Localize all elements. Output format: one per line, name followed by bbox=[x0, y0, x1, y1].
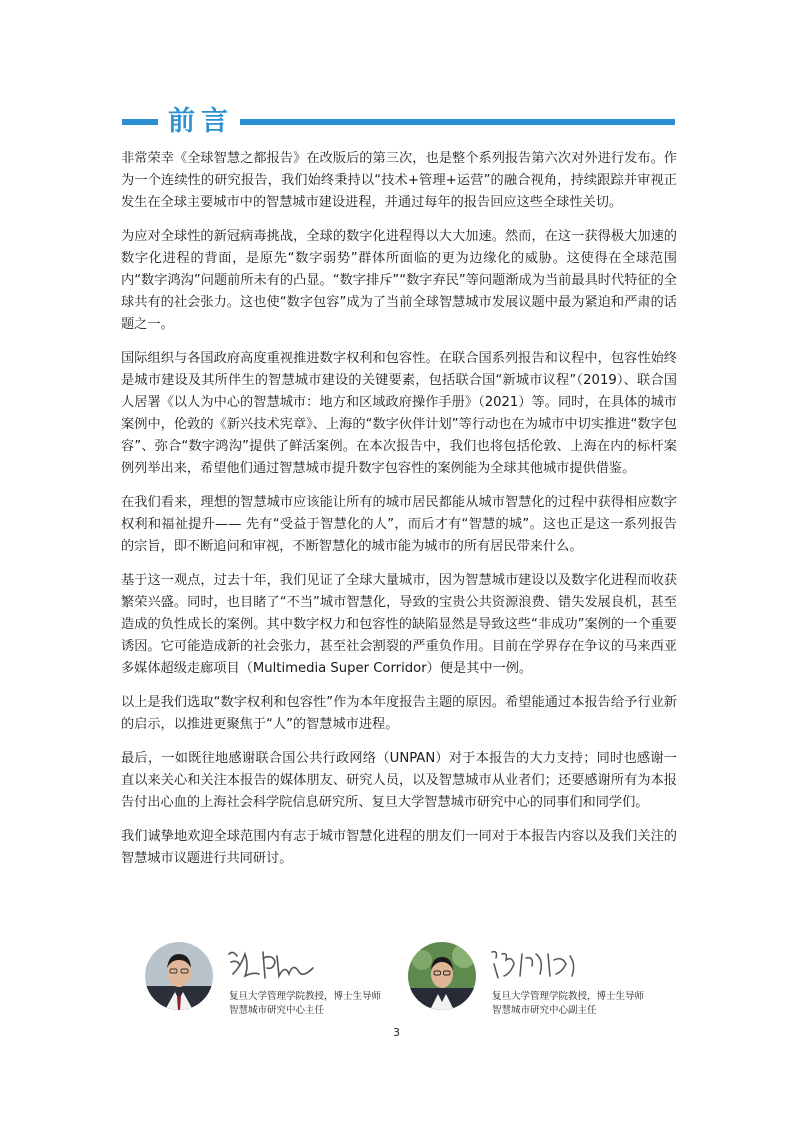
preface-body bbox=[121, 148, 677, 882]
signature-line: 智慧城市研究中心主任 bbox=[229, 1005, 325, 1016]
signature-title bbox=[492, 990, 644, 1018]
heading-rule-left bbox=[122, 119, 158, 125]
paragraph: 国际组织与各国政府高度重视推进数字权利和包容性。在联合国系列报告和议程中，包容性始终是城市建设及其所伴生的智慧城市建设的关键要素，包括联合国“新城市议程”（2019）、联合国人居署《以人为中心的智慧城市：地方和区域政府操作手册》（2021）等。同时，在具体的城市案例中，伦敦的《新兴技术宪章》、上海的“数字伙伴计划”等行动也在为城市中切实推进“数字包容”、弥合“数字鸿沟”提供了鲜活案例。在本次报告中，我们也将包括伦敦、上海在内的标杆案例列举出来，希望他们通过智慧城市提升数字包容性的案例能为全球其他城市提供借鉴。 bbox=[121, 351, 677, 476]
avatar bbox=[408, 942, 476, 1010]
handwritten-signature bbox=[223, 944, 333, 984]
paragraph: 非常荣幸《全球智慧之都报告》在改版后的第三次，也是整个系列报告第六次对外进行发布。作为一个连续性的研究报告，我们始终秉持以“技术+管理+运营”的融合视角，持续跟踪并审视正发生在全球主要城市中的智慧城市建设进程，并通过每年的报告回应这些全球性关切。 bbox=[121, 151, 677, 210]
paragraph: 在我们看来，理想的智慧城市应该能让所有的城市居民都能从城市智慧化的过程中获得相应数字权利和福祉提升—— 先有“受益于智慧化的人”，而后才有“智慧的城”。这也正是这一系列报告的宗旨，即不断追问和审视，不断智慧化的城市能为城市的所有居民带来什么。 bbox=[121, 495, 677, 554]
signature-line: 智慧城市研究中心副主任 bbox=[492, 1005, 597, 1016]
signature-block-deputy-director bbox=[408, 942, 668, 1022]
heading-rule-right bbox=[240, 119, 675, 125]
paragraph: 我们诚挚地欢迎全球范围内有志于城市智慧化进程的朋友们一同对于本报告内容以及我们关注的智慧城市议题进行共同研讨。 bbox=[121, 829, 677, 866]
avatar bbox=[145, 942, 213, 1010]
paragraph: 以上是我们选取“数字权利和包容性”作为本年度报告主题的原因。希望能通过本报告给予行业新的启示，以推进更聚焦于“人”的智慧城市进程。 bbox=[121, 695, 677, 732]
signature-title bbox=[229, 990, 381, 1018]
paragraph: 基于这一观点，过去十年，我们见证了全球大量城市，因为智慧城市建设以及数字化进程而收获繁荣兴盛。同时，也目睹了“不当”城市智慧化，导致的宝贵公共资源浪费、错失发展良机，甚至造成的负性成长的案例。其中数字权力和包容性的缺陷显然是导致这些“非成功”案例的一个重要诱因。它可能造成新的社会张力，甚至社会割裂的严重负作用。目前在学界存在争议的马来西亚多媒体超级走廊项目（Multimedia Super Corridor）便是其中一例。 bbox=[121, 573, 677, 676]
signature-line: 复旦大学管理学院教授，博士生导师 bbox=[492, 991, 645, 1002]
paragraph: 最后，一如既往地感谢联合国公共行政网络（UNPAN）对于本报告的大力支持；同时也感谢一直以来关心和关注本报告的媒体朋友、研究人员，以及智慧城市从业者们；还要感谢所有为本报告付出心血的上海社会科学院信息研究所、复旦大学智慧城市研究中心的同事们和同学们。 bbox=[121, 751, 677, 810]
signature-block-director bbox=[145, 942, 390, 1022]
section-heading bbox=[122, 102, 675, 142]
signature-line: 复旦大学管理学院教授，博士生导师 bbox=[229, 991, 382, 1002]
page-number: 3 bbox=[393, 1026, 400, 1039]
paragraph: 为应对全球性的新冠病毒挑战，全球的数字化进程得以大大加速。然而，在这一获得极大加速的数字化进程的背面，是原先“数字弱势”群体所面临的更为边缘化的威胁。这使得在全球范围内“数字鸿沟”问题前所未有的凸显。“数字排斥”“数字弃民”等问题渐成为当前最具时代特征的全球共有的社会张力。这也使“数字包容”成为了当前全球智慧城市发展议题中最为紧迫和严肃的话题之一。 bbox=[121, 229, 677, 332]
page-title: 前言 bbox=[168, 106, 234, 137]
handwritten-signature bbox=[486, 944, 596, 984]
